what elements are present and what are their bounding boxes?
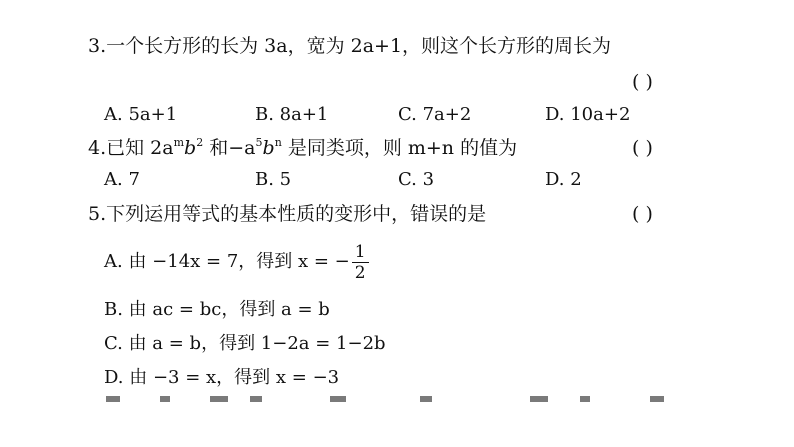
question-5-option-a-text: A. 由 −14x = 7，得到 x = − — [104, 251, 350, 272]
question-4-and: 和−a — [203, 137, 256, 159]
exponent-2: 2 — [196, 136, 204, 149]
question-5-option-a — [104, 238, 369, 286]
question-5-option-d: D. 由 −3 = x，得到 x = −3 — [104, 367, 340, 388]
question-5-option-b: B. 由 ac = bc，得到 a = b — [104, 299, 330, 320]
question-5-answer-paren: ( ) — [632, 203, 653, 225]
question-5-stem: 5.下列运用等式的基本性质的变形中，错误的是 — [88, 203, 487, 225]
fraction-numerator: 1 — [352, 242, 369, 263]
question-4-option-b: B. 5 — [255, 169, 292, 190]
exponent-m: m — [173, 136, 185, 149]
question-3-answer-paren: ( ) — [632, 71, 653, 93]
question-3-option-c: C. 7a+2 — [398, 104, 472, 125]
question-4-rest: 是同类项，则 m+n 的值为 — [281, 137, 518, 159]
fraction-denominator: 2 — [354, 262, 366, 283]
question-4-option-a: A. 7 — [104, 169, 140, 190]
question-4-answer-paren: ( ) — [632, 137, 653, 159]
question-4-number: 4. — [88, 137, 107, 159]
exponent-n: n — [274, 136, 282, 149]
question-3-option-b: B. 8a+1 — [255, 104, 329, 125]
variable-b: b — [184, 137, 197, 159]
fraction-one-half — [352, 242, 369, 283]
question-4-stem — [88, 136, 517, 160]
question-3-option-d: D. 10a+2 — [545, 104, 631, 125]
question-4-option-c: C. 3 — [398, 169, 435, 190]
exponent-5: 5 — [255, 136, 263, 149]
question-4-option-d: D. 2 — [545, 169, 582, 190]
cropped-next-line — [100, 396, 700, 402]
question-3-option-a: A. 5a+1 — [104, 104, 178, 125]
question-4-known: 已知 2a — [106, 137, 174, 159]
question-5-option-c: C. 由 a = b，得到 1−2a = 1−2b — [104, 333, 386, 354]
question-3-stem: 3.一个长方形的长为 3a，宽为 2a+1，则这个长方形的周长为 — [88, 35, 612, 57]
variable-b-2: b — [262, 137, 275, 159]
